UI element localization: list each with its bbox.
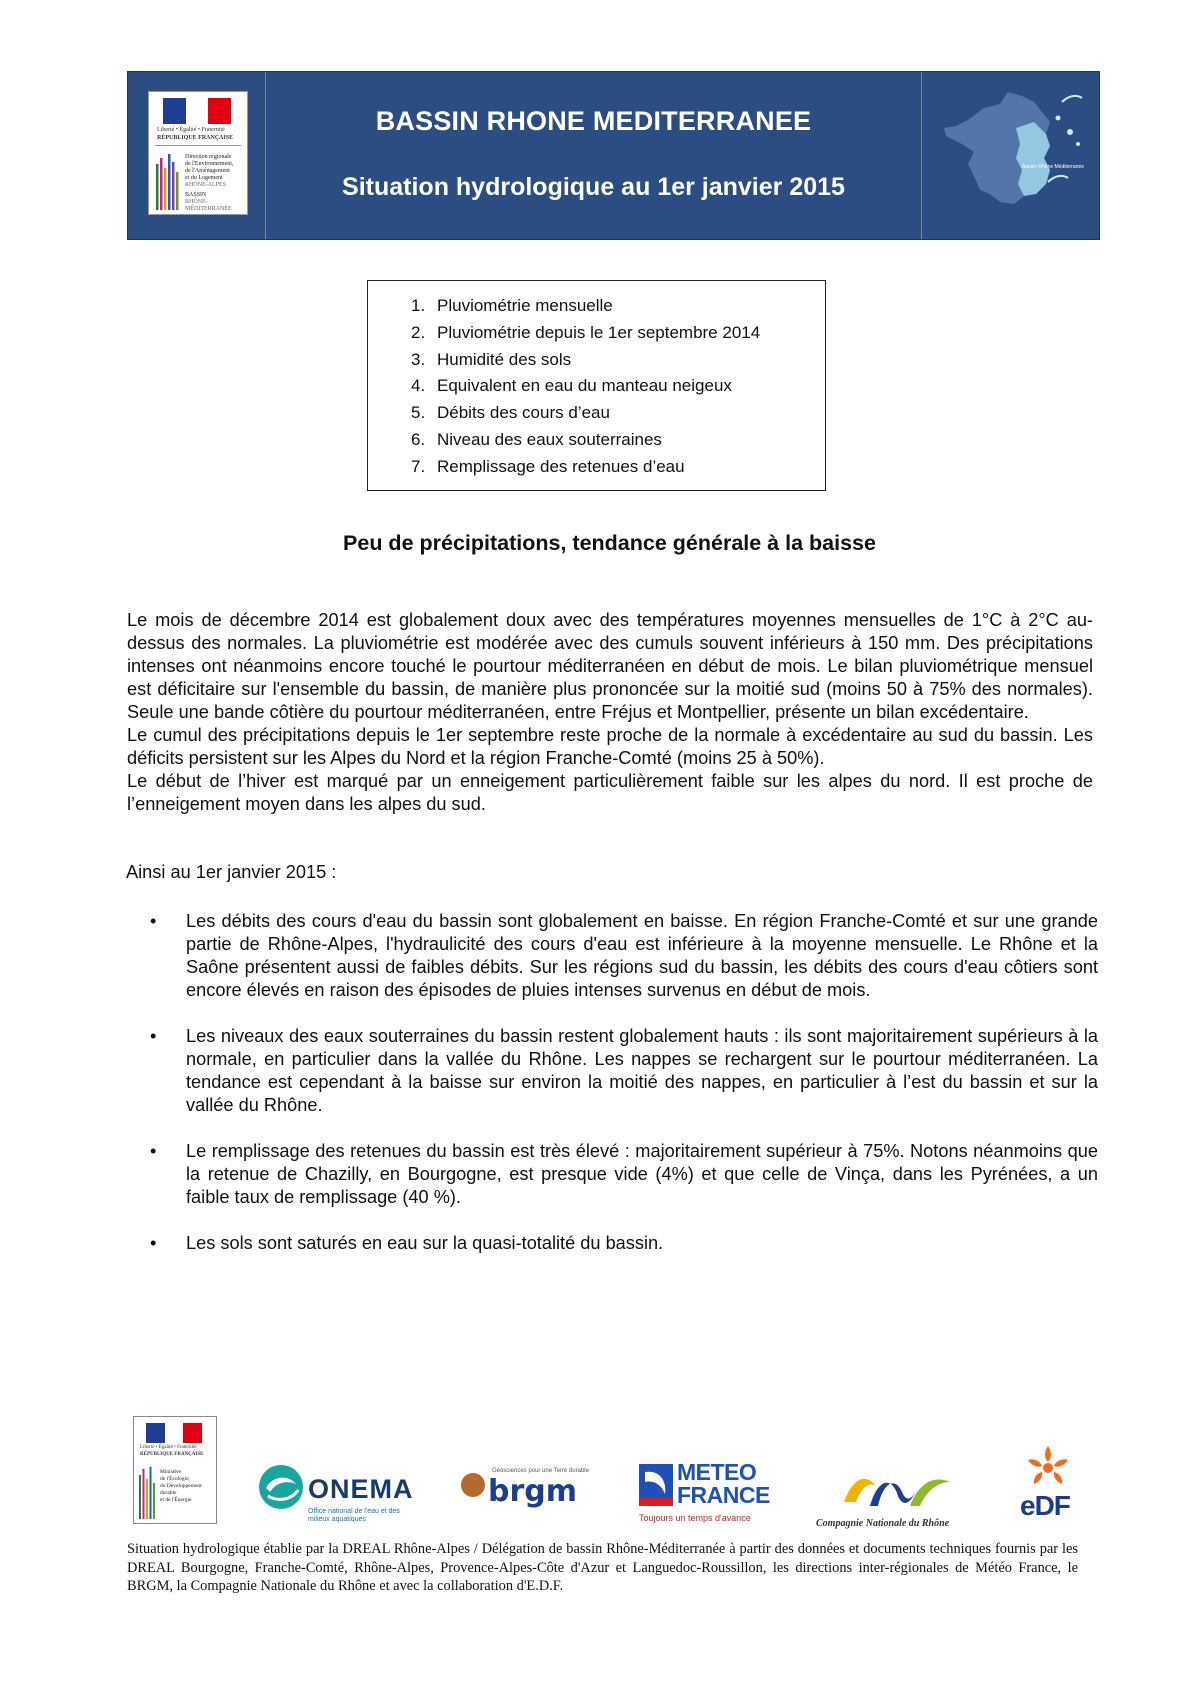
republique-francaise-logo (148, 91, 248, 215)
list-item: • Les débits des cours d'eau du bassin sont globalement en baisse. En région Franche-Comté et sur une grande partie de Rhône-Alpes, l'hydraulicité des cours d'eau est inférieure à la moyenne mensuelle. Le Rhône et la Saône présentent aussi de faibles débits. Sur les régions sud du bassin, les débits des cours d'eau côtiers sont encore élevés en raison des épisodes de pluies intenses survenus en début de mois. (150, 911, 1098, 1000)
summary-list (150, 910, 1098, 1278)
footer-credits: Situation hydrologique établie par la DREAL Rhône-Alpes / Délégation de bassin Rhône-Méditerranée à partir des données et documents techniques fournis par les DREAL Bourgogne, Franche-Comté, Rhône-Alpes, Provence-Alpes-Côte d'Azur et Languedoc-Roussillon, les directions inter-régionales de Météo France, le BRGM, la Compagnie Nationale du Rhône et avec la collaboration d'E.D.F. (127, 1541, 1078, 1594)
banner-subtitle: Situation hydrologique au 1er janvier 2015 (342, 173, 845, 201)
brgm-logo: Géosciences pour une Terre durable brgm (460, 1462, 580, 1518)
logo-cell (128, 72, 266, 239)
map-label: Bassin Rhône Méditerranée (1022, 164, 1084, 170)
dreal-text: Direction régionale de l'Environnement, de l'Aménagement et du Logement RHÔNE-ALPES BASSIN RHÔNE-MÉDITERRANÉE (185, 154, 234, 212)
edf-logo: eDF (1020, 1444, 1080, 1524)
body-paragraph: Le mois de décembre 2014 est globalement doux avec des températures moyennes mensuelles de 1°C à 2°C au-dessus des normales. La pluviométrie est modérée avec des cumuls souvent inférieurs à 150 mm. Des précipitations intenses ont néanmoins encore touché le pourtour méditerranéen en début de mois. Le bilan pluviométrique mensuel est déficitaire sur l'ensemble du bassin, de manière plus prononcée sur la moitié sud (moins 50 à 75% des normales). Seule une bande côtière du pourtour méditerranéen, entre Fréjus et Montpellier, présente un bilan excédentaire. Le cumul des précipitations depuis le 1er septembre reste proche de la normale à excédentaire au sud du bassin. Les déficits persistent sur les Alpes du Nord et la région Franche-Comté (moins 25 à 50%). Le début de l’hiver est marqué par un enneigement particulièrement faible sur les alpes du nord. Il est proche de l’enneigement moyen dans les alpes du sud. (127, 610, 1093, 814)
summary-intro: Ainsi au 1er janvier 2015 : (126, 862, 337, 882)
list-item: • Les sols sont saturés en eau sur la quasi-totalité du bassin. (150, 1233, 664, 1253)
logo-republique: RÉPUBLIQUE FRANÇAISE (157, 135, 234, 141)
onema-swirl-icon (256, 1462, 306, 1512)
list-item: • Les niveaux des eaux souterraines du bassin restent globalement hauts : ils sont majoritairement supérieurs à la normale, en particulier dans la vallée du Rhône. Les nappes se rechargent sur le pourtour méditerranéen. La tendance est cependant à la baisse sur environ la moitié des nappes, en particulier à l’est du bassin et sur la vallée du Rhône. (150, 1026, 1098, 1115)
logo-motto: Liberté • Égalité • Fraternité (157, 127, 225, 133)
toc-item: 7. Remplissage des retenues d’eau (411, 456, 685, 476)
headline: Peu de précipitations, tendance générale à la baisse (343, 531, 876, 555)
cnr-waves-icon (840, 1466, 960, 1514)
dreal-bars-icon (155, 154, 181, 210)
map-cell (921, 72, 1099, 239)
ministere-logo: Liberté • Égalité • Fraternité RÉPUBLIQUE FRANÇAISE Ministère de l'Écologie, du Développement durable et de l'Énergie (133, 1416, 217, 1524)
toc-item: 6. Niveau des eaux souterraines (411, 429, 662, 449)
meteo-france-emblem-icon (639, 1464, 673, 1506)
toc-item: 5. Débits des cours d’eau (411, 403, 610, 423)
list-item: • Le remplissage des retenues du bassin est très élevé : majoritairement supérieur à 75%. Notons néanmoins que la retenue de Chazilly, en Bourgogne, est presque vide (4%) et que celle de Vinça, dans les Pyrénées, a un faible taux de remplissage (40 %). (150, 1141, 1098, 1207)
ministere-text: Ministère de l'Écologie, du Développement durable et de l'Énergie (160, 1469, 202, 1503)
toc-item: 4. Equivalent en eau du manteau neigeux (411, 376, 732, 396)
header-banner (127, 71, 1100, 240)
onema-logo: ONEMA Office national de l'eau et des milieux aquatiques (256, 1462, 416, 1524)
table-of-contents (367, 280, 826, 491)
toc-item: 1. Pluviométrie mensuelle (411, 296, 613, 315)
toc-item: 2. Pluviométrie depuis le 1er septembre 2014 (411, 322, 761, 342)
banner-title: BASSIN RHONE MEDITERRANEE (375, 106, 812, 136)
french-flag-icon (146, 1423, 202, 1443)
france-map-icon (922, 72, 1099, 239)
ministere-bars-icon (138, 1467, 158, 1519)
cnr-logo: Compagnie Nationale du Rhône (816, 1466, 976, 1532)
french-flag-icon (163, 98, 231, 124)
toc-item: 3. Humidité des sols (411, 349, 572, 369)
edf-flower-icon (1020, 1444, 1076, 1490)
brgm-dot-icon (460, 1472, 486, 1498)
meteo-france-logo: METEO FRANCE Toujours un temps d'avance (639, 1459, 770, 1523)
